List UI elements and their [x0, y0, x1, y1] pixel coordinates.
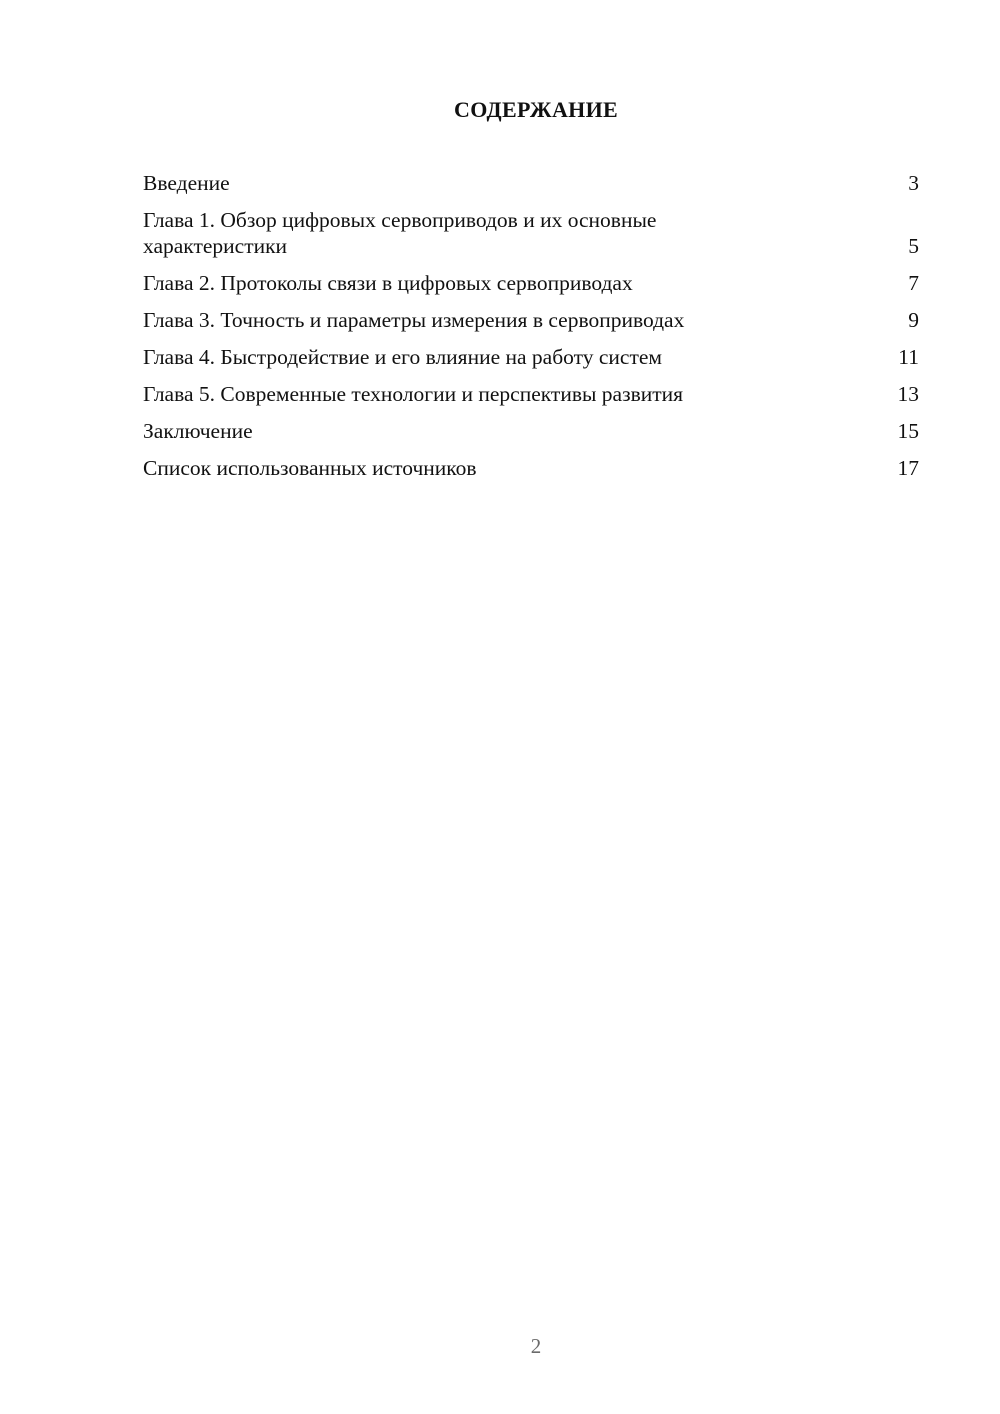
toc-entry-chapter-5: [143, 381, 919, 407]
toc-entry-chapter-4: [143, 344, 919, 370]
toc-entry-page-number: 11: [898, 345, 919, 369]
page-title: СОДЕРЖАНИЕ: [454, 97, 618, 122]
toc-entry-label: Глава 3. Точность и параметры измерения в сервоприводах: [143, 308, 685, 332]
page-number: 2: [530, 1334, 542, 1358]
toc-entry-introduction: [143, 170, 919, 196]
toc-entry-chapter-3: [143, 307, 919, 333]
toc-entry-page-number: 9: [908, 308, 919, 332]
toc-entry-label: Глава 4. Быстродействие и его влияние на работу систем: [143, 345, 662, 369]
toc-entry-label: Введение: [143, 171, 230, 195]
toc-entry-label: Заключение: [143, 419, 253, 443]
toc-entry-chapter-1: [143, 207, 919, 259]
toc-entry-label: Глава 5. Современные технологии и перспективы развития: [143, 382, 684, 406]
toc-entry-references: [143, 455, 919, 481]
toc-entry-chapter-2: [143, 270, 919, 296]
toc-entry-page-number: 7: [908, 271, 919, 295]
toc-entry-label: Список использованных источников: [143, 456, 477, 480]
toc-entry-page-number: 5: [908, 234, 919, 258]
toc-entry-page-number: 17: [897, 456, 919, 480]
toc-entry-label: Глава 1. Обзор цифровых сервоприводов и их основные характеристики: [143, 208, 657, 258]
table-of-contents: [143, 170, 919, 492]
toc-entry-page-number: 3: [908, 171, 919, 195]
toc-entry-page-number: 13: [897, 382, 919, 406]
toc-entry-label: Глава 2. Протоколы связи в цифровых сервоприводах: [143, 271, 633, 295]
toc-entry-page-number: 15: [897, 419, 919, 443]
toc-entry-conclusion: [143, 418, 919, 444]
